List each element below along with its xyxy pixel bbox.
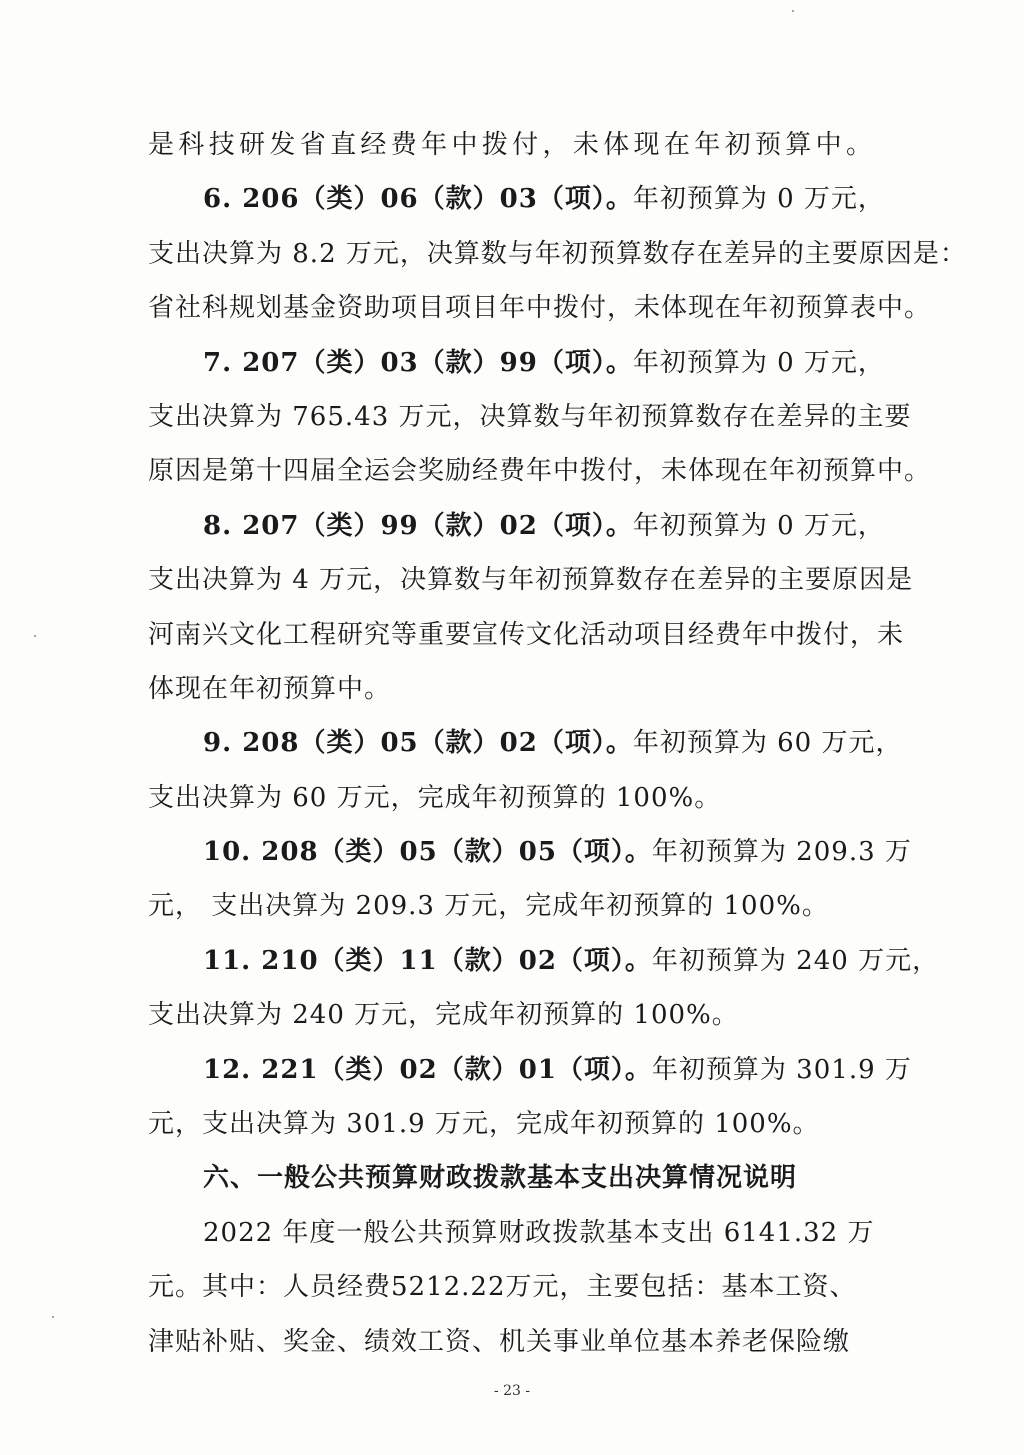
document-body [148, 118, 967, 1369]
item-text: 年初预算为 0 万元， [632, 347, 885, 378]
item-text: 年初预算为 0 万元， [632, 184, 885, 215]
line-text: 原因是第十四届全运会奖励经费年中拨付，未体现在年初预算中。 [148, 456, 932, 487]
item-code: 9. 208（类）05（款）02（项）。 [203, 728, 633, 759]
line-text: 元，支出决算为 301.9 万元，完成年初预算的 100%。 [148, 1109, 820, 1140]
item-text: 年初预算为 240 万元， [651, 945, 940, 976]
body-line [148, 390, 912, 444]
item-text: 年初预算为 209.3 万 [651, 837, 912, 868]
line-text: 津贴补贴、奖金、绩效工资、机关事业单位基本养老保险缴 [148, 1326, 851, 1357]
line-text: 是科技研发省直经费年中拨付，未体现在年初预算中。 [148, 130, 873, 160]
item-code: 8. 207（类）99（款）02（项）。 [203, 510, 633, 541]
item-10-line [148, 825, 912, 879]
item-9-line [148, 716, 903, 770]
section-heading-text: 六、一般公共预算财政拨款基本支出决算情况说明 [203, 1163, 798, 1194]
item-code: 6. 206（类）06（款）03（项）。 [203, 184, 633, 215]
line-text: 体现在年初预算中。 [148, 673, 392, 704]
item-code: 12. 221（类）02（款）01（项）。 [203, 1054, 652, 1085]
item-code: 11. 210（类）11（款）02（项）。 [203, 945, 652, 976]
item-text: 年初预算为 60 万元， [632, 728, 903, 759]
body-line [148, 988, 873, 1042]
body-line [148, 1206, 873, 1260]
item-8-line [148, 499, 885, 553]
line-text: 支出决算为 60 万元，完成年初预算的 100%。 [148, 782, 722, 813]
item-6-line [148, 172, 885, 226]
body-line [148, 444, 932, 498]
body-line [148, 281, 932, 335]
scan-speck [792, 10, 794, 12]
body-line [148, 553, 914, 607]
item-12-line [148, 1043, 912, 1097]
line-text: 支出决算为 8.2 万元，决算数与年初预算数存在差异的主要原因是： [148, 238, 967, 269]
line-text: 元。其中：人员经费5212.22万元，主要包括：基本工资、 [148, 1272, 857, 1303]
body-line [148, 1097, 873, 1151]
item-text: 年初预算为 0 万元， [632, 510, 885, 541]
line-text: 省社科规划基金资助项目项目年中拨付，未体现在年初预算表中。 [148, 293, 932, 324]
item-code: 10. 208（类）05（款）05（项）。 [203, 837, 652, 868]
body-line [148, 608, 905, 662]
scan-speck [52, 1316, 54, 1318]
line-text: 支出决算为 4 万元，决算数与年初预算数存在差异的主要原因是 [148, 565, 914, 596]
line-text: 2022 年度一般公共预算财政拨款基本支出 6141.32 万 [203, 1217, 875, 1248]
item-7-line [148, 336, 885, 390]
line-text: 河南兴文化工程研究等重要宣传文化活动项目经费年中拨付，未 [148, 619, 905, 650]
body-line [148, 227, 967, 281]
body-line [148, 1315, 873, 1369]
body-line [148, 118, 873, 172]
item-text: 年初预算为 301.9 万 [651, 1054, 912, 1085]
item-code: 7. 207（类）03（款）99（项）。 [203, 347, 633, 378]
scan-speck [34, 635, 36, 637]
body-line [148, 1260, 873, 1314]
body-line [148, 771, 873, 825]
line-text: 支出决算为 765.43 万元，决算数与年初预算数存在差异的主要 [148, 401, 912, 432]
body-line [148, 879, 873, 933]
section-heading [148, 1151, 873, 1205]
page-number: - 23 - [493, 1383, 531, 1399]
item-11-line [148, 934, 940, 988]
line-text: 支出决算为 240 万元，完成年初预算的 100%。 [148, 1000, 739, 1031]
body-line [148, 662, 873, 716]
line-text: 元， 支出决算为 209.3 万元，完成年初预算的 100%。 [148, 891, 829, 922]
